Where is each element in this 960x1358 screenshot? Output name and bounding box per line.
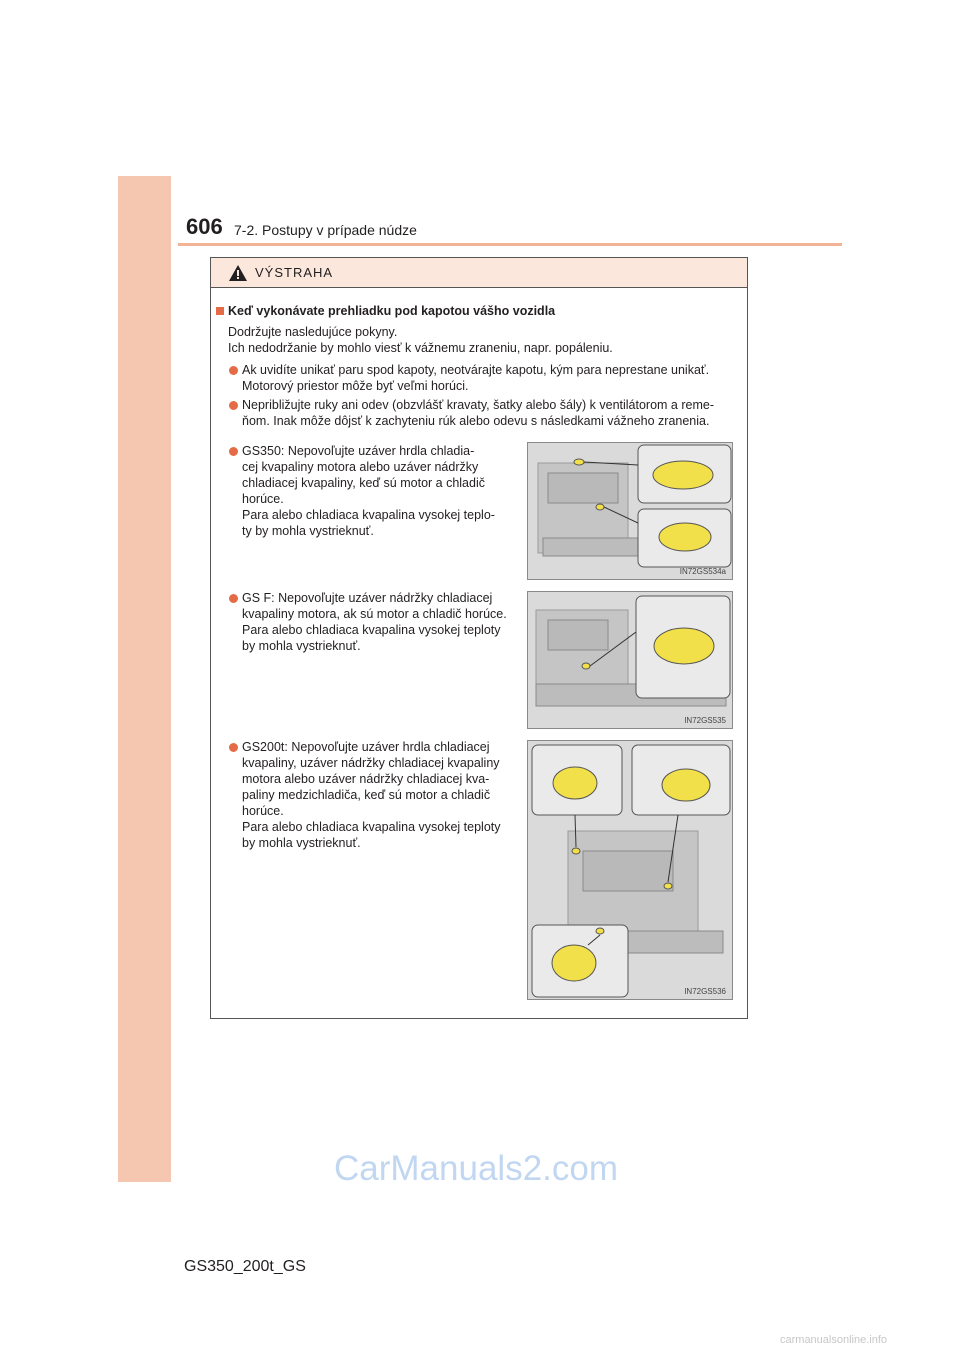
warning-box [210, 257, 748, 1019]
bullet-text-line: ňom. Inak môže dôjsť k zachyteniu rúk alebo odevu s následkami vážneho zranenia. [242, 414, 710, 428]
bullet-text-line: kvapaliny, uzáver nádržky chladiacej kvapaliny [242, 756, 500, 770]
bullet-text-line: by mohla vystriekn​uť. [242, 639, 361, 653]
warning-label: VÝSTRAHA [255, 265, 334, 280]
bullet-text-line: Para alebo chladiaca kvapalina vysokej teploty [242, 623, 501, 637]
bullet-text-line: Para alebo chladiaca kvapalina vysokej teploty [242, 820, 501, 834]
bullet-text-line: chladiacej kvapaliny, keď sú motor a chladič [242, 476, 485, 490]
bullet-text-line: GS F: Nepovoľujte uzáver nádržky chladiacej [242, 591, 493, 605]
image-code: IN72GS536 [684, 987, 726, 996]
bullet-dot [229, 447, 238, 456]
bullet-text-line: GS200t: Nepovoľujte uzáver hrdla chladiacej [242, 740, 490, 754]
section-title: 7-2. Postupy v prípade núdze [234, 222, 417, 238]
image-code: IN72GS534a [679, 567, 726, 576]
warning-header [211, 258, 747, 288]
side-color-strip [118, 176, 171, 1182]
bullet-text-line: Para alebo chladiaca kvapalina vysokej teplo- [242, 508, 495, 522]
site-watermark: carmanualsonline.info [780, 1334, 888, 1346]
bullet-text-line: motora alebo uzáver nádržky chladiacej kva- [242, 772, 490, 786]
warning-triangle-icon [229, 265, 247, 281]
gs200t-engine-illustration [527, 740, 733, 1000]
gsf-engine-illustration [527, 591, 733, 729]
bullet-dot [229, 743, 238, 752]
bullet-text-line: Motorový priestor môže byť veľmi horúci. [242, 379, 469, 393]
model-code: GS350_200t_GS [184, 1258, 306, 1275]
bullet-dot [229, 401, 238, 410]
bullet-text-line: cej kvapaliny motora alebo uzáver nádržky [242, 460, 479, 474]
bullet-text-line: Nepribližujte ruky ani odev (obzvlášť kravaty, šatky alebo šály) k ventilátorom a reme- [242, 398, 715, 412]
gs350-engine-illustration [527, 442, 733, 580]
watermark-logo: CarManuals2.com [334, 1149, 618, 1188]
image-code: IN72GS535 [684, 716, 726, 725]
warning-heading: Keď vykonávate prehliadku pod kapotou vášho vozidla [228, 304, 556, 318]
bullet-text-line: horúce. [242, 492, 284, 506]
bullet-dot [229, 594, 238, 603]
page-number: 606 [186, 214, 223, 239]
bullet-dot [229, 366, 238, 375]
header-rule [178, 243, 842, 246]
intro-line: Dodržujte nasledujúce pokyny. [228, 325, 398, 339]
intro-line: Ich nedodržanie by mohlo viesť k vážnemu zraneniu, napr. popáleniu. [228, 341, 613, 355]
section-square-bullet [216, 307, 224, 315]
bullet-text-line: Ak uvidíte unikať paru spod kapoty, neotvárajte kapotu, kým para neprestane unikať. [242, 363, 710, 377]
bullet-text-line: by mohla vystriekn​uť. [242, 836, 361, 850]
bullet-text-line: ty by mohla vystriekn​uť. [242, 524, 374, 538]
bullet-text-line: kvapaliny motora, ak sú motor a chladič horúce. [242, 607, 507, 621]
bullet-text-line: paliny medzichladiča, keď sú motor a chladič [242, 788, 491, 802]
bullet-text-line: horúce. [242, 804, 284, 818]
bullet-text-line: GS350: Nepovoľujte uzáver hrdla chladia- [242, 444, 475, 458]
